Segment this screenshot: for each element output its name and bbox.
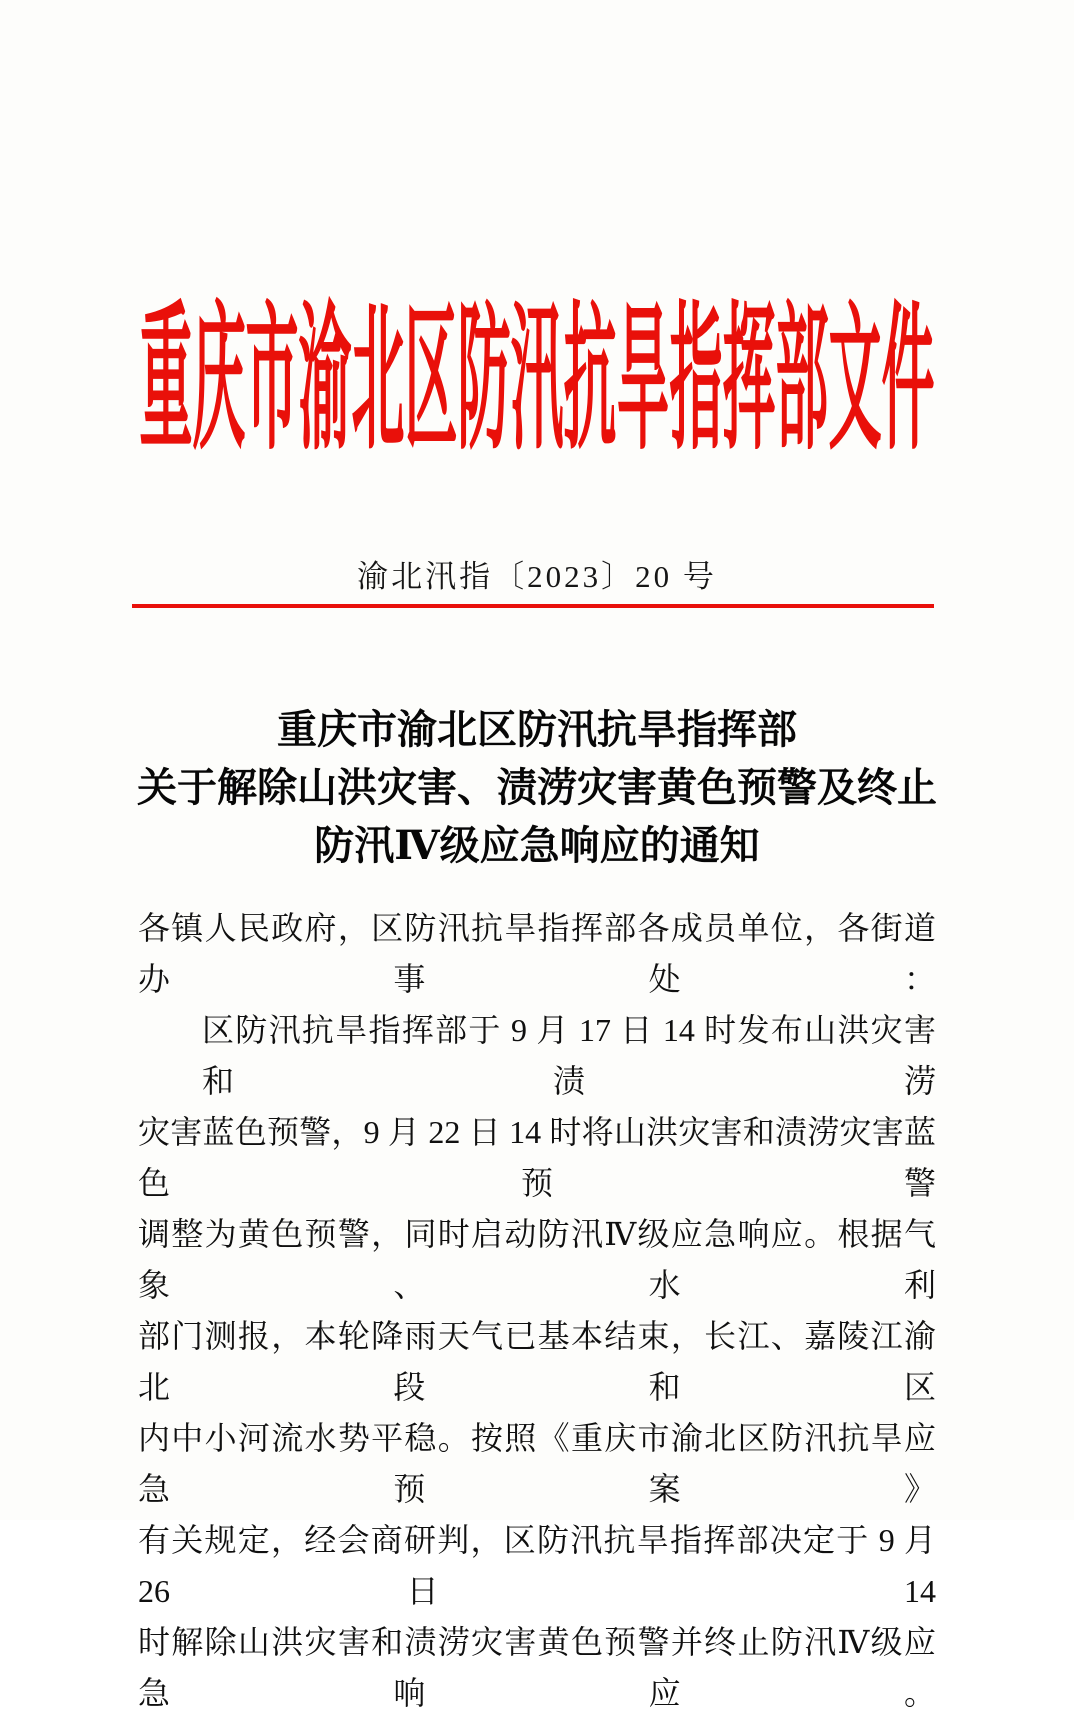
body-line: 部门测报，本轮降雨天气已基本结束，长江、嘉陵江渝北段和区 [138, 1318, 936, 1405]
issuing-authority-letterhead: 重庆市渝北区防汛抗旱指挥部文件 [139, 295, 935, 470]
body-line: 灾害蓝色预警，9 月 22 日 14 时将山洪灾害和渍涝灾害蓝色预警 [138, 1114, 936, 1201]
body-line: 区防汛抗旱指挥部于 9 月 17 日 14 时发布山洪灾害和渍涝 [202, 1012, 936, 1099]
document-title-line-1: 重庆市渝北区防汛抗旱指挥部 [277, 707, 797, 752]
red-divider-line [132, 604, 934, 608]
body-line: 时解除山洪灾害和渍涝灾害黄色预警并终止防汛Ⅳ级应急响应。 [138, 1624, 936, 1711]
salutation-line: 各镇人民政府，区防汛抗旱指挥部各成员单位，各街道办事处： [138, 910, 936, 997]
document-reference-number: 渝北汛指〔2023〕20 号 [357, 559, 717, 594]
document-title-line-2: 关于解除山洪灾害、渍涝灾害黄色预警及终止 [137, 765, 937, 810]
document-title-line-3: 防汛Ⅳ级应急响应的通知 [314, 823, 760, 868]
body-line: 内中小河流水势平稳。按照《重庆市渝北区防汛抗旱应急预案》 [138, 1420, 936, 1507]
body-line: 调整为黄色预警，同时启动防汛Ⅳ级应急响应。根据气象、水利 [138, 1216, 936, 1303]
document-header-banner [0, 295, 1074, 470]
document-title [87, 701, 987, 875]
body-line: 有关规定，经会商研判，区防汛抗旱指挥部决定于 9 月 26 日 14 [138, 1522, 936, 1609]
document-body [138, 903, 936, 1719]
